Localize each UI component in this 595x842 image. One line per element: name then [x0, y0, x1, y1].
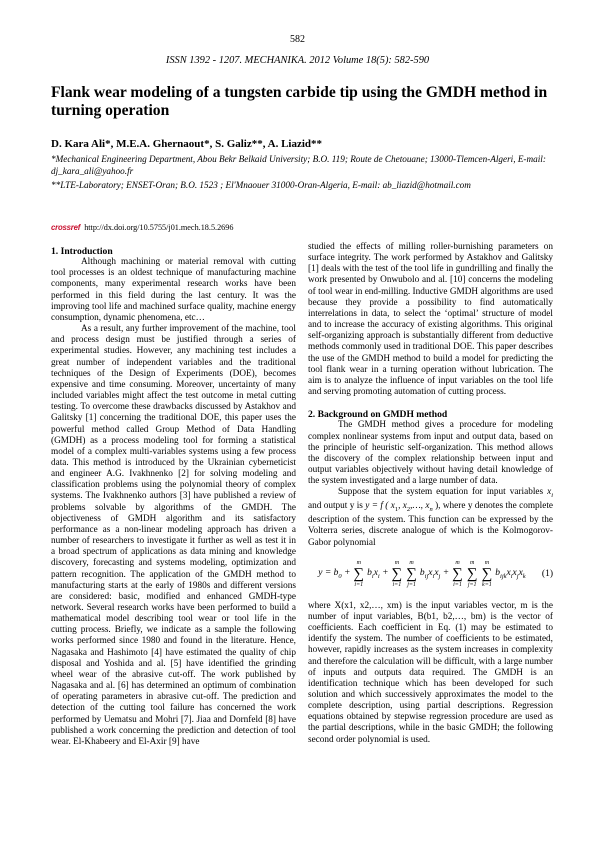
paper-title: Flank wear modeling of a tungsten carbide tip using the GMDH method in turning operation — [51, 84, 548, 119]
left-column — [51, 246, 296, 748]
journal-header: ISSN 1392 - 1207. MECHANIKA. 2012 Volume 18(5): 582-590 — [165, 55, 430, 66]
page-number: 582 — [290, 34, 305, 45]
doi-line — [51, 223, 233, 232]
affiliation-2: **LTE-Laboratory; ENSET-Oran; B.O. 1523 ; El'Mnaouer 31000-Oran-Algeria, E-mail: ab_liazid@hotmail.com — [51, 180, 471, 190]
affiliation-1: *Mechanical Engineering Department, Abou Bekr Belkaid University; B.O. 119; Route de Chetouane; 13000-Tlemcen-Algeri, E-mail: dj_kara_ali@yahoo.fr — [51, 154, 546, 176]
equation-1 — [308, 553, 553, 597]
intro-paragraph-3: studied the effects of milling roller-burnishing parameters on surface integrity. The work performed by Astakhov and Galitsky [1] deals with the test of the tool life in gundrilling and finally the work presented by Onwubolo and al. [10] concerns the modeling of tool wear in end-milling. Inductive GMDH algorithms are used because they provide a possibility to find automatically interrelations in data, to select the ‘optimal’ structure of model and to increase the accuracy of existing algorithms. This original self-organizing approach is substantially different from deductive methods commonly used in traditional DOE. This paper describes the use of the GMDH method to build a model for predicting the tool flank wear in a turning operation without lubrication. The aim is to analyze the influence of input variables on the tool life and serving promoting automation of cutting process. — [308, 242, 553, 398]
crossref-logo: crossref — [51, 223, 81, 232]
intro-paragraph-2: As a result, any further improvement of the machine, tool and process design must be justified through a series of experimental studies. However, any machining test includes a great number of independent variables and the traditional techniques of the Design of Experiments (DOE), becomes expensive and time consuming. Moreover, uncertainty of many included variables might affect the test outcome in metal cutting testing. To overcome these drawbacks discussed by Astakhov and Galitsky [1] concerning the traditional DOE, this paper uses the powerful method called Group Method of Data Handling (GMDH) as a process modeling tool for forming a statistical model of a complex multi-variables systems using a few process data. This method is introduced by the Ukrainian cyberneticist and engineer A.G. Ivakhnenko [2] for solving modeling and classification problems using the polynomial theory of complex systems. The Ivakhnenko authors [3] have published a review of problems solvable by algorithms of the GMDH. The objectiveness of GMDH algorithm and its satisfactory performance as a non-linear modeling approach has driven a number of researchers to investigate it further as well as test it in a broad spectrum of applications as data mining and knowledge discovery, forecasting and systems modeling, optimization and pattern recognition. The application of the GMDH method to manufacturing starts at the early of 1980s and different versions are considered: basic, modified and enhanced GMDH-type network. Several research works have been performed to build a mathematical model describing tool wear or tool life in the cutting process. Briefly, we indicate as a sample the following works performed since 1980 and found in the literature. Hence, Nagasaka and Hashimoto [4] have estimated the quality of chip disposal and Yoshida and al. [5] have identified the grinding wheel wear of the abrasive cut-off. The work published by Nagasaka and al. [6] has determined an optimum of combination of operating parameters in abrasive cut-off. The prediction and detection of the cutting tool failure has concerned the work performed by Uematsu and Mohri [7]. Jiaa and Dornfeld [8] have published a work concerning the prediction and detection of tool wear. El-Khabeery and El-Axir [9] have — [51, 324, 296, 747]
authors: D. Kara Ali*, M.E.A. Ghernaout*, S. Galiz**, A. Liazid** — [51, 138, 323, 150]
doi-link[interactable]: http://dx.doi.org/10.5755/j01.mech.18.5.2696 — [84, 223, 234, 232]
gmdh-paragraph-2: Suppose that the system equation for input variables $x_i$ and output y is y = f ( $x_1$, $x_2,\dots$, $x_n$ ), where y denotes the complete description of the system. This function can be expressed by the Volterra series, discrete analogue of which is the Kolmogorov-Gabor polynomial — [308, 487, 553, 548]
gmdh-paragraph-3: where X(x1, x2,…, xm) is the input variables vector, m is the number of input variables, B(b1, b2,…, bm) is the vector of coefficients. Each coefficient in Eq. (1) may be estimated to identify the system. The number of coefficients to be estimated, however, rapidly increases as the system increases in complexity and therefore the calculation will be difficult, with a large number of inputs and outputs data required. The GMDH is an identification technique which has been developed for such solution and which successively approximates the model to the complete description, using partial descriptions. Regression equations obtained by stepwise regression procedure are used as the partial descriptions, while in the basic GMDH; the following second order polynomial is used. — [308, 600, 553, 745]
section-2-heading: 2. Background on GMDH method — [308, 409, 448, 421]
kolmogorov-gabor-polynomial: $y = b_0$ + m ∑ i=1 $b_ix_i$ + m ∑ i=1 m ∑ j=1 $b_{ij}x_ix_j$ + m ∑ i=1 m ∑ j=1 m ∑ k=1 $b_{ijk}x_ix_jx_k$ — [318, 560, 526, 589]
section-1-heading: 1. Introduction — [51, 246, 113, 257]
gmdh-paragraph-1: The GMDH method gives a procedure for modeling complex nonlinear systems from input and output data, based on the principle of heuristic self-organization. This method allows the discovery of the complex relationship between input and output variables objectively without having detail knowledge of the system investigated and a large number of data. — [308, 420, 553, 487]
right-column — [308, 242, 553, 746]
intro-paragraph-1: Although machining or material removal with cutting tool processes is an oldest technique of manufacturing machine components, many experimental research works have been performed in this field during the last century. It was the improving tool life and machined surface quality, machine energy consumption, dynamic phenomena, etc… — [51, 257, 296, 323]
equation-number: (1) — [541, 569, 553, 580]
